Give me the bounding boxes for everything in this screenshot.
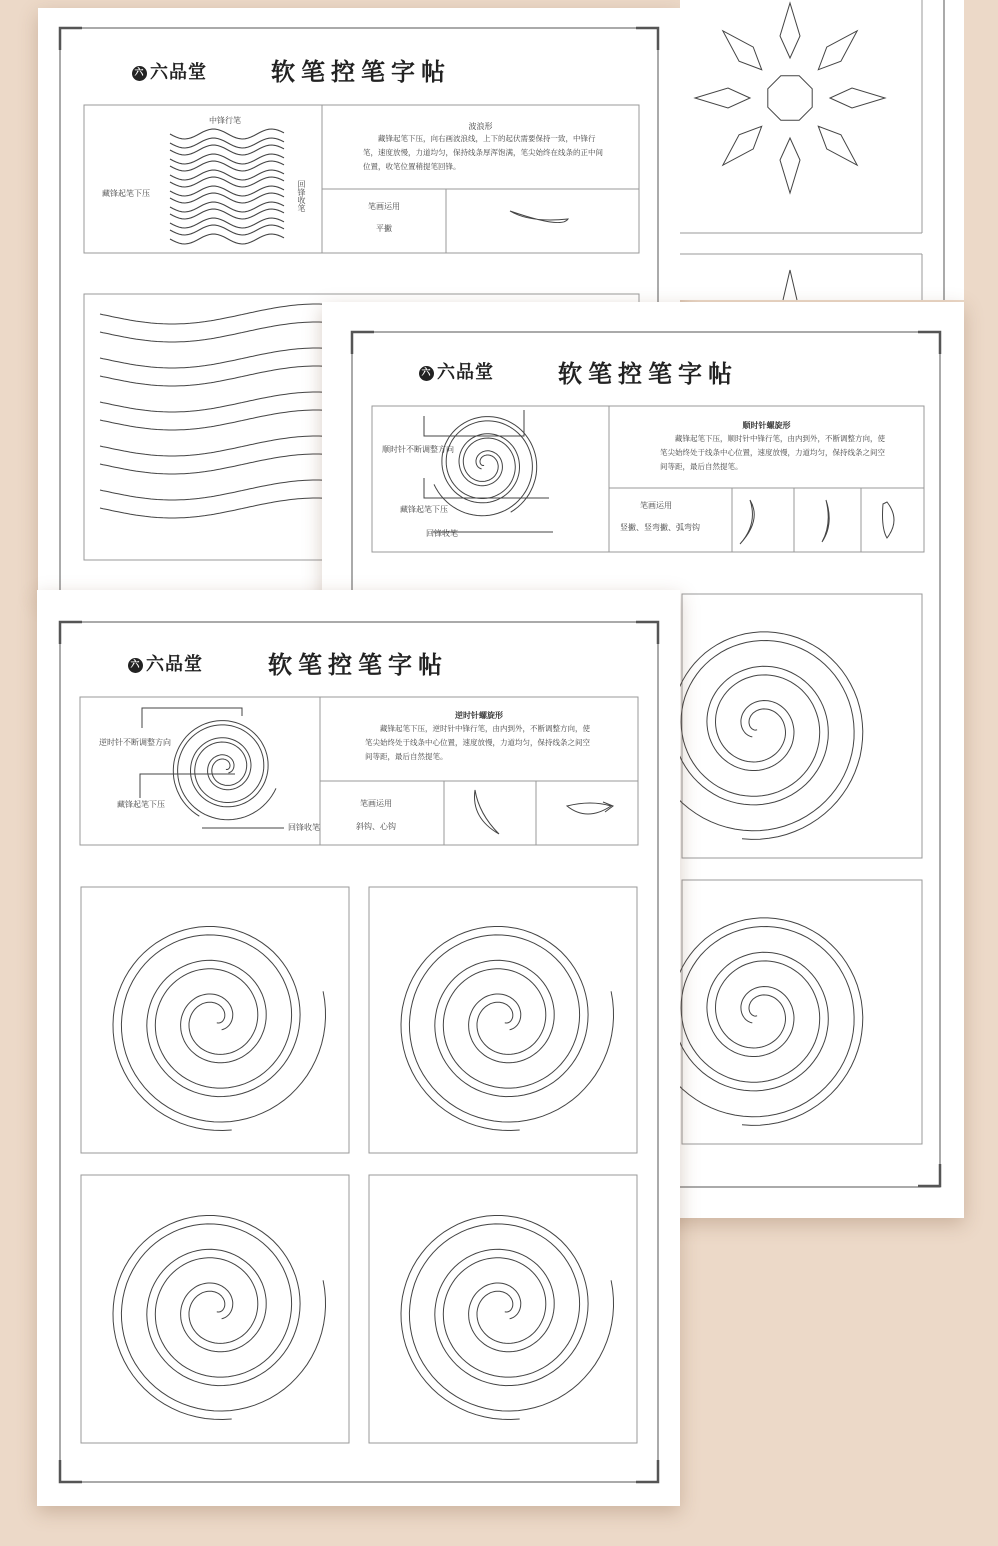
pattern-heading: 波浪形 [468,122,493,131]
spiral-guide-line [121,1224,325,1411]
label-direction: 顺时针不断调整方向 [382,445,454,454]
wave-guide-line [170,234,284,244]
spiral-guide-line [673,918,863,1126]
pattern-description: 藏锋起笔下压，顺时针中锋行笔，由内到外，不断调整方向，使笔尖始终处于线条中心位置，速度放慢，力道均匀，保持线条之间空间等距，最后自然提笔。 [660,434,885,471]
star-petal [723,31,762,70]
label-end: 回锋收笔 [288,823,320,832]
star-petal [780,138,800,193]
label-end: 回锋收笔 [297,180,306,212]
label-start: 藏锋起笔下压 [102,189,150,198]
pattern-description: 藏锋起笔下压，逆时针中锋行笔，由内到外，不断调整方向，使笔尖始终处于线条中心位置，速度放慢，力道均匀，保持线条之间空间等距，最后自然提笔。 [365,724,590,761]
wave-guide-line [170,193,284,203]
stroke-use-value: 平撇 [376,224,392,233]
star-center-octagon [768,76,812,120]
star-petal [695,88,750,108]
star-petal [780,3,800,58]
wave-guide-line [170,186,284,196]
label-start: 藏锋起笔下压 [117,800,165,809]
spiral-guide-line [113,1216,300,1420]
label-start: 藏锋起笔下压 [400,505,448,514]
stroke-use-value: 斜钩、心钩 [356,822,396,831]
star-petal [818,31,857,70]
wave-guide-line [170,154,284,164]
spiral-guide-line [401,927,588,1131]
wave-guide-line [170,218,284,228]
worksheet-star [680,0,964,300]
wave-guide-line [170,161,284,171]
wave-guide-line [170,129,284,139]
worksheet-counterclockwise-spiral [37,590,680,1506]
label-middle-stroke: 中锋行笔 [209,116,241,125]
wave-guide-line [170,209,284,219]
page-title: 软笔控笔字帖 [268,650,448,679]
star-petal [830,88,885,108]
spiral-guide-line [178,725,276,820]
page-title: 软笔控笔字帖 [271,57,451,86]
label-end: 回锋收笔 [426,529,458,538]
spiral-guide-line [113,927,300,1131]
spiral-guide-line [409,1224,613,1411]
star-petal [723,126,762,165]
spiral-guide-line [121,935,325,1122]
wave-guide-line [170,138,284,148]
brand-logo: 六 六品堂 [419,358,494,384]
stroke-use-label: 笔画运用 [368,202,400,211]
stroke-use-label: 笔画运用 [360,799,392,808]
star-petal [818,126,857,165]
pattern-heading: 顺时针螺旋形 [742,421,791,430]
spiral-guide-line [409,935,613,1122]
spiral-guide-line [673,632,863,840]
wave-guide-line [170,202,284,212]
wave-guide-line [170,145,284,155]
brand-logo: 六 六品堂 [128,650,203,676]
pattern-heading: 逆时针螺旋形 [455,711,503,720]
stroke-use-label: 笔画运用 [640,501,672,510]
wave-guide-line [170,177,284,187]
label-direction: 逆时针不断调整方向 [99,738,171,747]
brand-logo: 六 六品堂 [132,58,207,84]
page-title: 软笔控笔字帖 [558,359,738,388]
pattern-description: 藏锋起笔下压，向右画波浪线，上下的起伏需要保持一致，中锋行笔，速度放慢，力道均匀，保持线条厚浑饱满，笔尖始终在线条的正中间位置，收笔位置稍提笔回锋。 [363,134,603,171]
stroke-use-value: 竖撇、竖弯撇、弧弯钩 [620,523,700,532]
star-pattern [680,0,964,300]
wave-guide-line [170,225,284,235]
spiral-guide-line [401,1216,588,1420]
spiral-guide-line [434,421,532,516]
wave-guide-line [170,170,284,180]
